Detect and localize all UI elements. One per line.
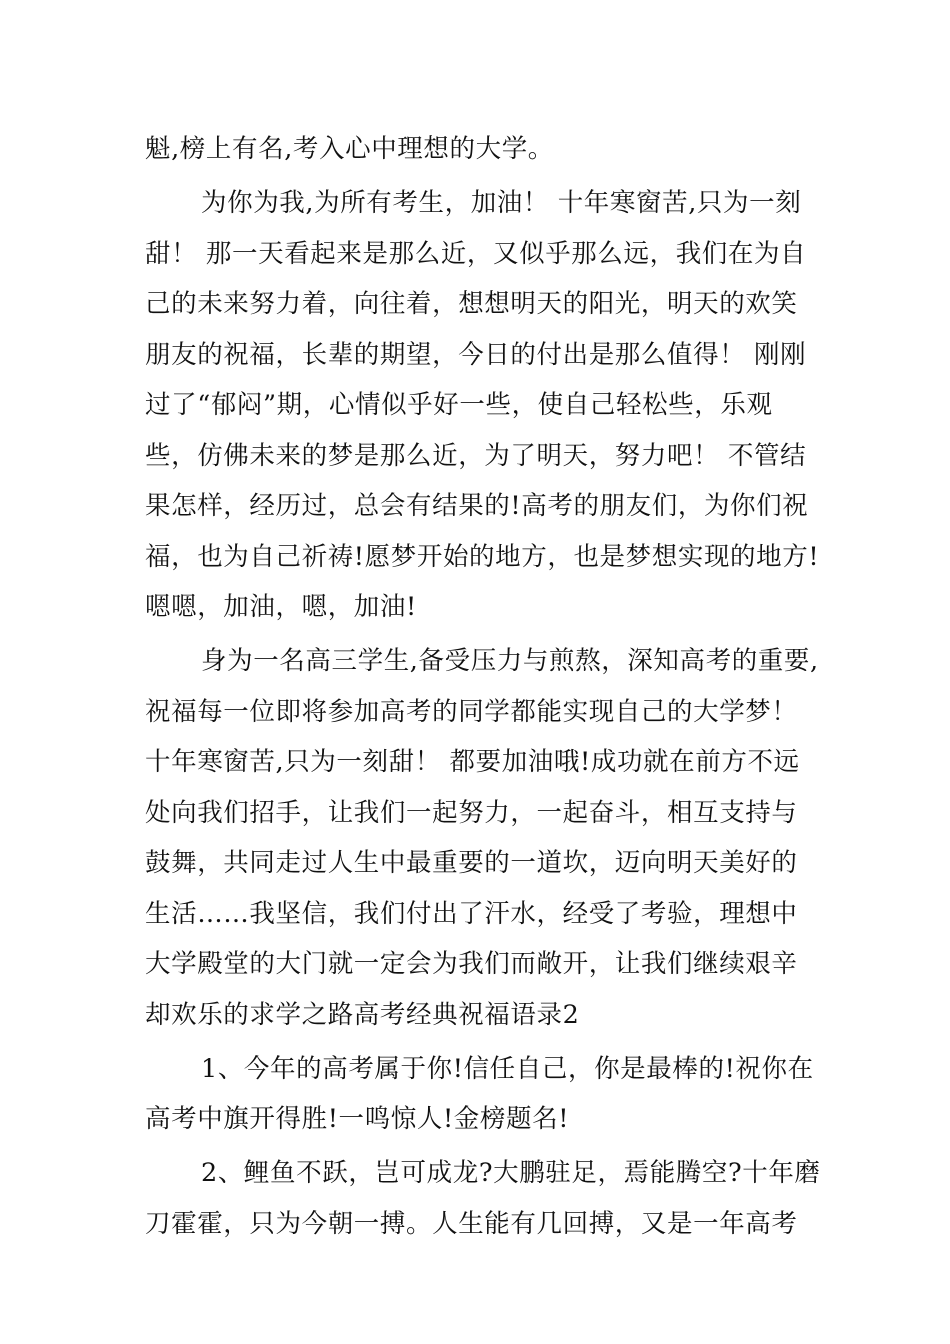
text-line: 2、鲤鱼不跃，岂可成龙?大鹏驻足，焉能腾空?十年磨: [201, 1158, 821, 1188]
text-line: 朋友的祝福，长辈的期望，今日的付出是那么值得！ 刚刚: [145, 339, 807, 370]
text-line: 十年寒窗苦,只为一刻甜！ 都要加油哦!成功就在前方不远: [145, 747, 800, 777]
text-line: 过了“郁闷”期，心情似乎好一些，使自己轻松些，乐观: [145, 390, 773, 420]
text-line: 身为一名高三学生,备受压力与煎熬，深知高考的重要,: [201, 646, 819, 676]
text-line: 祝福每一位即将参加高考的同学都能实现自己的大学梦！: [145, 696, 798, 727]
text-line: 高考中旗开得胜!一鸣惊人!金榜题名!: [145, 1104, 570, 1134]
text-line: 果怎样，经历过，总会有结果的!高考的朋友们，为你们祝: [145, 491, 809, 521]
text-line: 己的未来努力着，向往着，想想明天的阳光，明天的欢笑: [145, 289, 798, 319]
text-line: 魁,榜上有名,考入心中理想的大学。: [145, 134, 554, 164]
text-line: 刀霍霍，只为今朝一搏。人生能有几回搏，又是一年高考: [145, 1208, 798, 1239]
text-line: 甜！ 那一天看起来是那么近，又似乎那么远，我们在为自: [145, 238, 807, 269]
text-line: 处向我们招手，让我们一起努力，一起奋斗，相互支持与: [145, 797, 798, 828]
text-line: 福，也为自己祈祷!愿梦开始的地方，也是梦想实现的地方!: [145, 541, 820, 572]
text-line: 些，仿佛未来的梦是那么近，为了明天，努力吧！ 不管结: [145, 440, 807, 471]
text-line: 嗯嗯，加油，嗯，加油!: [145, 592, 417, 622]
text-line: 却欢乐的求学之路高考经典祝福语录2: [145, 999, 580, 1030]
text-line: 生活……我坚信，我们付出了汗水，经受了考验，理想中: [145, 898, 798, 929]
text-line: 1、今年的高考属于你!信任自己，你是最棒的!祝你在: [201, 1053, 814, 1084]
document-body: [145, 124, 825, 1249]
text-line: 为你为我,为所有考生，加油！ 十年寒窗苦,只为一刻: [201, 188, 802, 218]
text-line: 鼓舞，共同走过人生中最重要的一道坎，迈向明天美好的: [145, 848, 798, 878]
text-line: 大学殿堂的大门就一定会为我们而敞开，让我们继续艰辛: [145, 949, 798, 979]
